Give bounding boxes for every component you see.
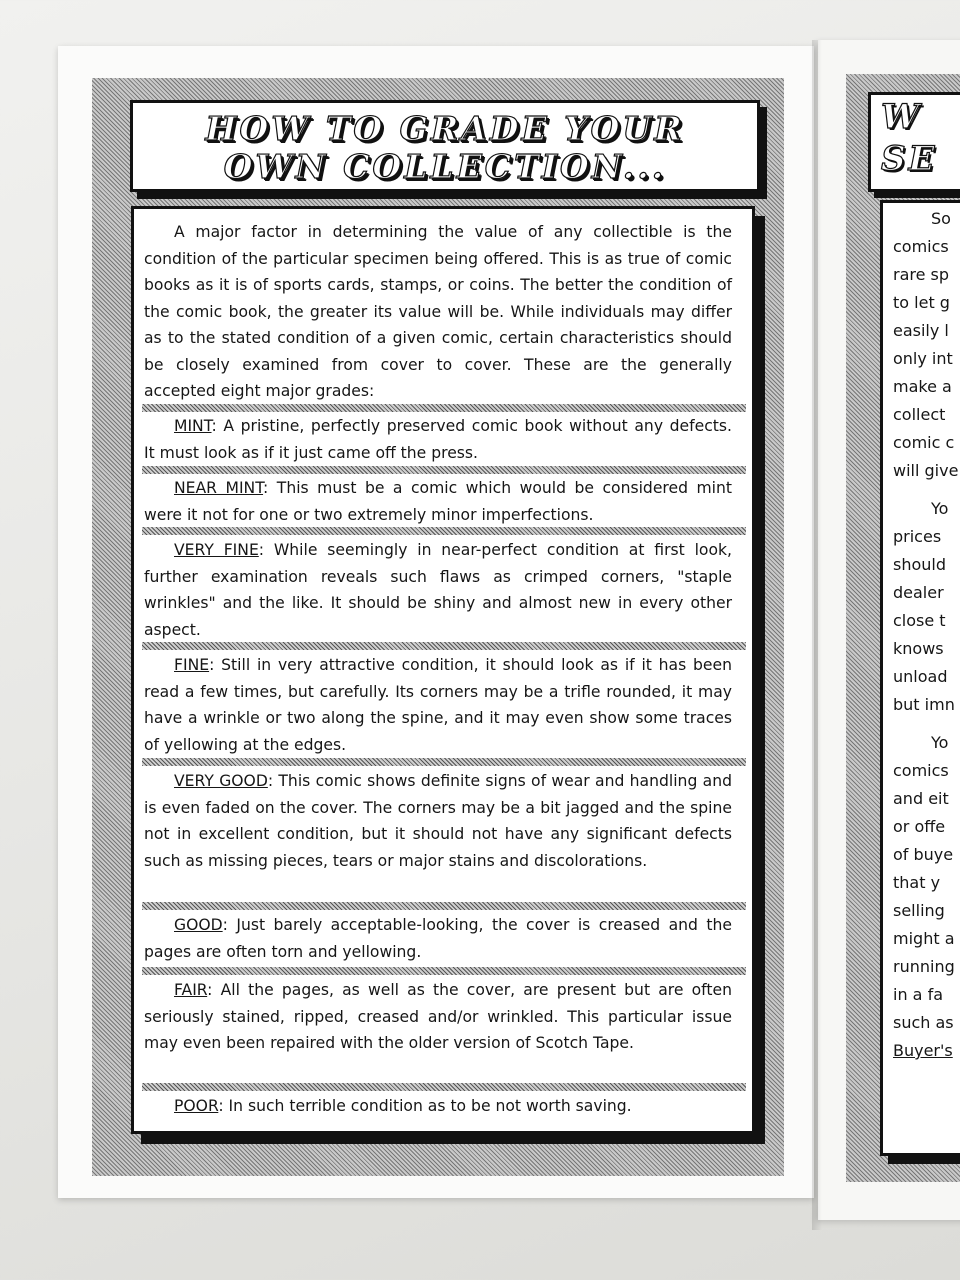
grade-very-good: [144, 768, 732, 874]
right-text-line: So: [931, 209, 951, 228]
right-text-line: in a fa: [893, 985, 943, 1004]
grade-fine: [144, 652, 732, 758]
right-text-line: and eit: [893, 789, 949, 808]
right-text-line: Buyer's: [893, 1041, 953, 1060]
right-text-line: rare sp: [893, 265, 950, 284]
grade-fair: [144, 977, 732, 1057]
right-text-line: only int: [893, 349, 953, 368]
separator: [142, 642, 746, 650]
grade-description: : Still in very attractive condition, it should look as if it has been read a few times, but carefully. Its corners may be a trifle rounded, it may have a wrinkle or two along the spine, and it may even show some traces of yellowing at the edges.: [144, 656, 732, 754]
right-text-line: or offe: [893, 817, 946, 836]
grade-very-fine: [144, 537, 732, 643]
grade-description: : All the pages, as well as the cover, are present but are often seriously stained, ripped, creased and/or wrinkled. This particular issue may even been repaired with the older version of Scotch Tape.: [144, 981, 732, 1052]
separator: [142, 466, 746, 474]
right-text-line: collect: [893, 405, 946, 424]
grade-mint: [144, 413, 732, 466]
right-text-line: might a: [893, 929, 955, 948]
grade-poor: [144, 1093, 732, 1120]
separator: [142, 404, 746, 412]
grade-description: : This must be a comic which would be considered mint were it not for one or two extremely minor imperfections.: [144, 479, 732, 524]
grade-near-mint: [144, 475, 732, 528]
right-text-line: that y: [893, 873, 941, 892]
right-text-line: such as: [893, 1013, 954, 1032]
right-text-line: should: [893, 555, 947, 574]
intro-text: A major factor in determining the value of any collectible is the condition of the particular specimen being offered. This is as true of comic books as it is of sports cards, stamps, or coins. The better the condition of the comic book, the greater its value will be. While individuals may differ as to the stated condition of a given comic, certain characteristics should be closely examined from cover to cover. These are the generally accepted eight major grades:: [144, 223, 732, 400]
grade-description: : This comic shows definite signs of wear and handling and is even faded on the cover. The corners may be a bit jagged and the spine not in excellent condition, but it should not have any significant defects such as missing pieces, tears or major stains and discolorations.: [144, 772, 732, 870]
right-content-box: [880, 200, 960, 1156]
right-text-line: comic c: [893, 433, 955, 452]
right-text-line: Yo: [931, 733, 949, 752]
right-text-line: selling: [893, 901, 945, 920]
grade-label: POOR: [174, 1097, 219, 1115]
title-box: [130, 100, 760, 192]
intro-paragraph: [144, 219, 732, 405]
grade-description: : A pristine, perfectly preserved comic book without any defects. It must look as if it just came off the press.: [144, 417, 732, 462]
grade-label: MINT: [174, 417, 212, 435]
title-line-2: OWN COLLECTION...: [223, 147, 667, 186]
page-fold-shadow: [812, 40, 822, 1230]
grade-description: : In such terrible condition as to be not worth saving.: [218, 1097, 632, 1115]
grade-label: NEAR MINT: [174, 479, 264, 497]
right-text-line: to let g: [893, 293, 950, 312]
grade-description: : While seemingly in near-perfect condition at first look, further examination reveals such flaws as crimped corners, "staple wrinkles" and the like. It should be shiny and almost new in every other aspect.: [144, 541, 732, 639]
right-text-line: but imn: [893, 695, 955, 714]
grade-label: FAIR: [174, 981, 208, 999]
right-text-line: prices: [893, 527, 942, 546]
title-line-1: HOW TO GRADE YOUR: [205, 109, 685, 148]
separator: [142, 527, 746, 535]
right-title-box: [868, 92, 960, 192]
right-text-line: make a: [893, 377, 952, 396]
grade-label: VERY FINE: [174, 541, 259, 559]
right-text-line: close t: [893, 611, 946, 630]
grade-good: [144, 912, 732, 965]
right-text-line: unload: [893, 667, 948, 686]
grade-label: VERY GOOD: [174, 772, 268, 790]
right-text-line: comics: [893, 237, 949, 256]
separator: [142, 1083, 746, 1091]
right-title-line-2: SE: [881, 139, 938, 179]
grading-content-box: [131, 206, 755, 1134]
right-text-line: comics: [893, 761, 949, 780]
separator: [142, 758, 746, 766]
right-text-line: easily l: [893, 321, 949, 340]
right-text-line: will give: [893, 461, 959, 480]
right-text-line: Yo: [931, 499, 949, 518]
separator: [142, 902, 746, 910]
grade-description: : Just barely acceptable-looking, the cover is creased and the pages are often torn and yellowing.: [144, 916, 732, 961]
grade-label: FINE: [174, 656, 210, 674]
separator: [142, 967, 746, 975]
right-text-line: dealer: [893, 583, 944, 602]
right-title-line-1: W: [881, 97, 923, 137]
right-text-line: running: [893, 957, 955, 976]
right-text-line: knows: [893, 639, 944, 658]
right-text-line: of buye: [893, 845, 954, 864]
grade-label: GOOD: [174, 916, 223, 934]
